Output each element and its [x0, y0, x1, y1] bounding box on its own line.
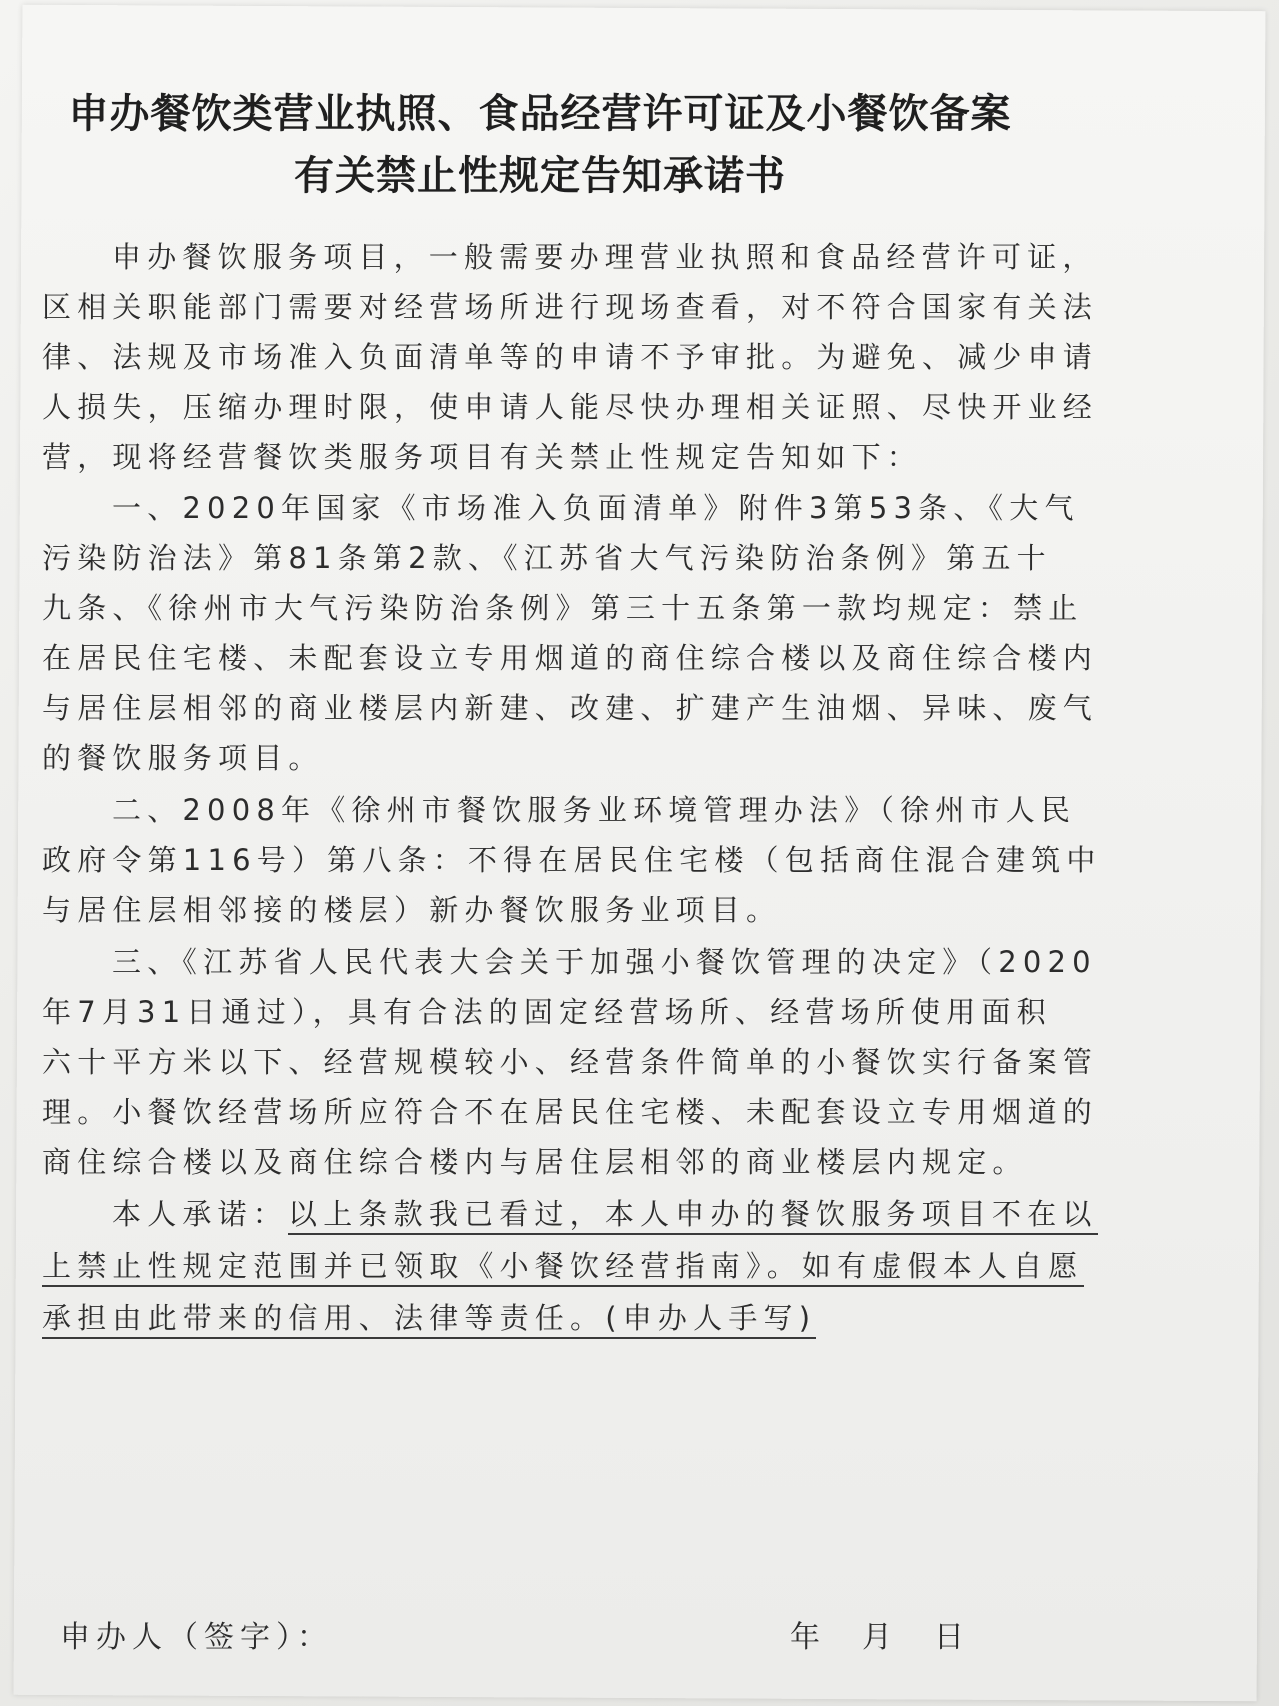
document-title-line-2: 有关禁止性规定告知承诺书	[294, 152, 786, 199]
intro-line: 人损失，压缩办理时限，使申请人能尽快办理相关证照、尽快开业经	[42, 390, 1099, 424]
item2-line: 政府令第116号）第八条：不得在居民住宅楼（包括商住混合建筑中	[42, 843, 1102, 877]
document-title-line-1: 申办餐饮类营业执照、食品经营许可证及小餐饮备案	[68, 90, 1012, 137]
item1-line: 与居住层相邻的商业楼层内新建、改建、扩建产生油烟、异味、废气	[42, 691, 1099, 725]
item1-line: 在居民住宅楼、未配套设立专用烟道的商住综合楼以及商住综合楼内	[42, 641, 1099, 675]
commitment-text: 上禁止性规定范围并已领取《小餐饮经营指南》。如有虚假本人自愿	[42, 1249, 1084, 1287]
commitment-line-3	[42, 1301, 817, 1335]
commitment-line-2	[42, 1249, 1084, 1283]
item3-line: 理。小餐饮经营场所应符合不在居民住宅楼、未配套设立专用烟道的	[42, 1095, 1099, 1129]
signature-label: 申办人（签字）：	[60, 1620, 333, 1655]
item3-line: 年7月31日通过），具有合法的固定经营场所、经营场所使用面积	[42, 995, 1052, 1029]
item1-line: 九条、《徐州市大气污染防治条例》第三十五条第一款均规定：禁止	[42, 591, 1084, 625]
intro-line: 区相关职能部门需要对经营场所进行现场查看，对不符合国家有关法	[42, 290, 1099, 324]
commitment-text: 承担由此带来的信用、法律等责任。(申办人手写)	[42, 1301, 816, 1339]
intro-line: 申办餐饮服务项目，一般需要办理营业执照和食品经营许可证，	[112, 240, 1098, 274]
commitment-prefix: 本人承诺：	[112, 1197, 289, 1231]
commitment-text: 以上条款我已看过，本人申办的餐饮服务项目不在以	[288, 1197, 1098, 1235]
item2-line: 二、2008年《徐州市餐饮服务业环境管理办法》（徐州市人民	[112, 793, 1077, 827]
item1-line: 污染防治法》第81条第2款、《江苏省大气污染防治条例》第五十	[42, 541, 1052, 575]
item1-line: 一、2020年国家《市场准入负面清单》附件3第53条、《大气	[112, 491, 1080, 525]
intro-line: 营，现将经营餐饮类服务项目有关禁止性规定告知如下：	[42, 440, 923, 474]
intro-line: 律、法规及市场准入负面清单等的申请不予审批。为避免、减少申请	[42, 340, 1099, 374]
item2-line: 与居住层相邻接的楼层）新办餐饮服务业项目。	[42, 893, 782, 927]
item3-line: 六十平方米以下、经营规模较小、经营条件简单的小餐饮实行备案管	[42, 1045, 1099, 1079]
item3-line: 三、《江苏省人民代表大会关于加强小餐饮管理的决定》（2020	[112, 945, 1097, 979]
item1-line: 的餐饮服务项目。	[42, 741, 324, 775]
date-label: 年 月 日	[790, 1620, 970, 1655]
item3-line: 商住综合楼以及商住综合楼内与居住层相邻的商业楼层内规定。	[42, 1145, 1028, 1179]
commitment-line-1	[112, 1197, 1098, 1231]
